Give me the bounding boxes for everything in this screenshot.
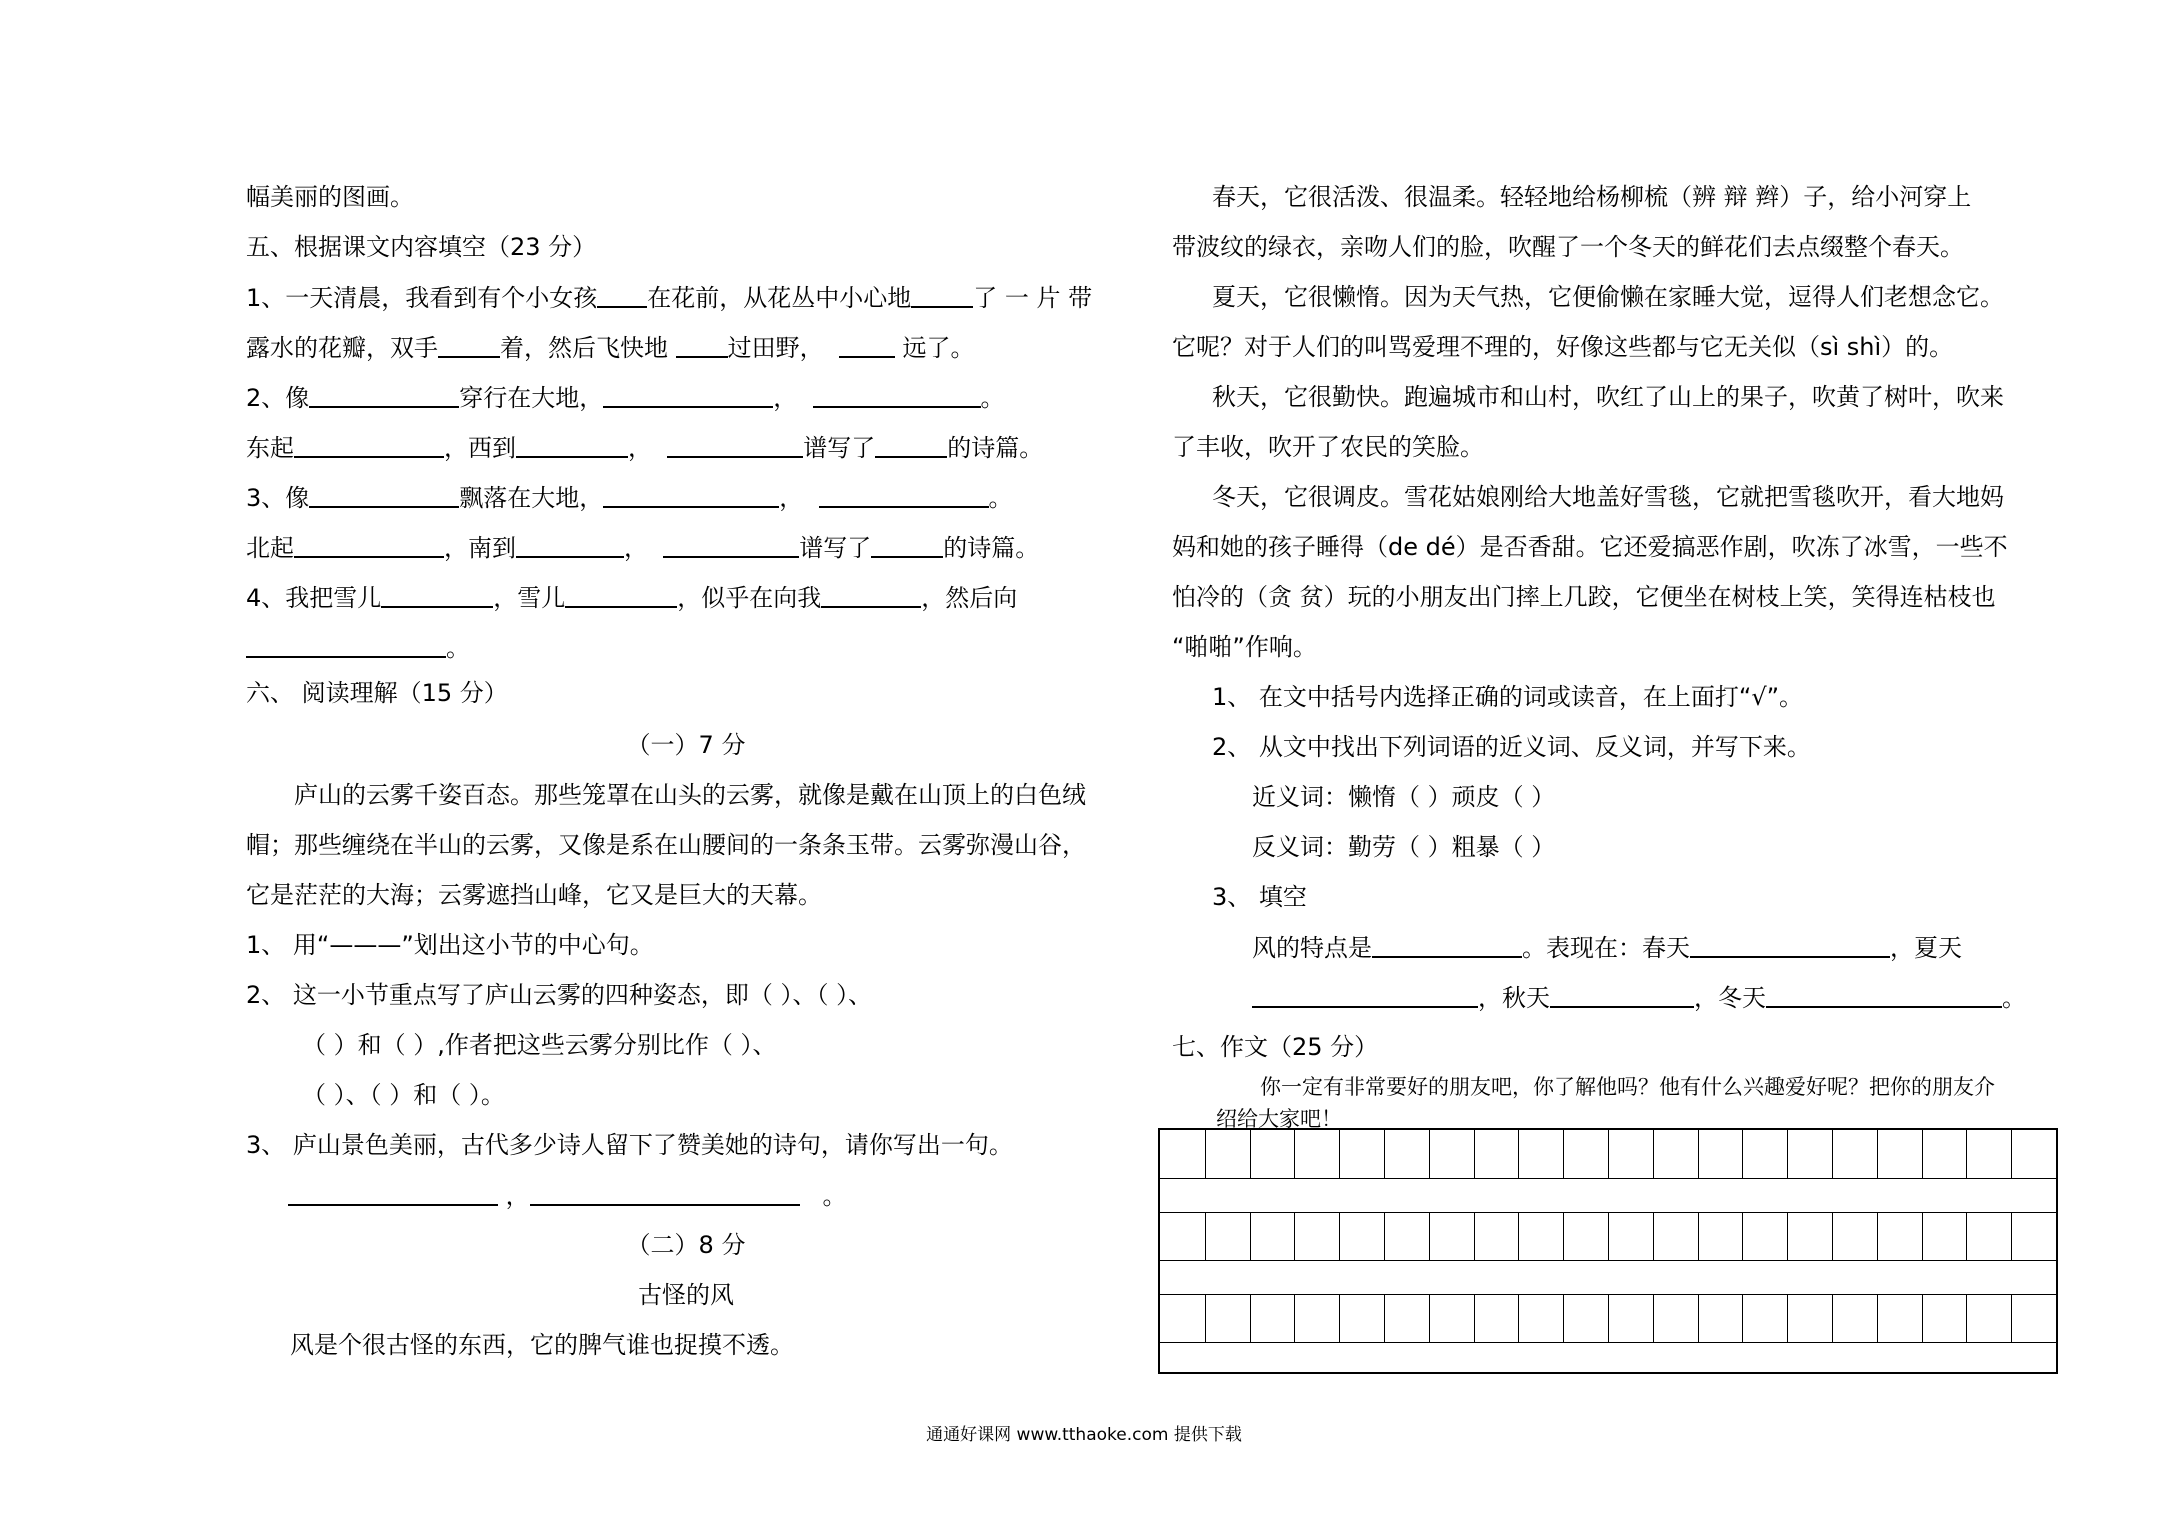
answer-blank[interactable] bbox=[676, 332, 728, 358]
answer-blank[interactable] bbox=[309, 382, 459, 408]
text-line: 幅美丽的图画。 bbox=[246, 183, 414, 211]
grid-cell-divider bbox=[1742, 1212, 1743, 1260]
grid-cell-divider bbox=[1966, 1130, 1967, 1178]
grid-cell-divider bbox=[1294, 1294, 1295, 1342]
answer-blank[interactable] bbox=[530, 1180, 800, 1206]
grid-cell-divider bbox=[1922, 1294, 1923, 1342]
answer-blank[interactable] bbox=[663, 532, 799, 558]
passage-2-line: 夏天，它很懒惰。因为天气热，它便偷懒在家睡大觉，逗得人们老想念它。 bbox=[1212, 283, 2004, 311]
grid-cell-divider bbox=[1339, 1130, 1340, 1178]
grid-cell-divider bbox=[1966, 1212, 1967, 1260]
question-4-line-2: 。 bbox=[246, 632, 470, 663]
essay-prompt: 你一定有非常要好的朋友吧，你了解他吗？他有什么兴趣爱好呢？把你的朋友介 bbox=[1260, 1075, 1995, 1099]
grid-cell-divider bbox=[1922, 1130, 1923, 1178]
grid-cell-divider bbox=[1742, 1294, 1743, 1342]
grid-cell-divider bbox=[1429, 1130, 1430, 1178]
grid-cell-divider bbox=[1877, 1212, 1878, 1260]
answer-blank[interactable] bbox=[1372, 932, 1522, 958]
grid-cell-divider bbox=[1429, 1294, 1430, 1342]
answer-blank[interactable] bbox=[309, 482, 459, 508]
passage-2-name: 古怪的风 bbox=[638, 1281, 734, 1309]
grid-cell-divider bbox=[1787, 1130, 1788, 1178]
synonym-line: 近义词：懒惰（ ）顽皮（ ） bbox=[1252, 783, 1556, 811]
grid-cell-divider bbox=[1429, 1212, 1430, 1260]
question-2-line-2: 东起 ，西到 ， 谱写了 的诗篇。 bbox=[246, 434, 1044, 462]
answer-blank[interactable] bbox=[603, 482, 779, 508]
grid-cell-divider bbox=[1832, 1130, 1833, 1178]
grid-cell-divider bbox=[1787, 1212, 1788, 1260]
grid-cell-divider bbox=[1250, 1294, 1251, 1342]
grid-cell-divider bbox=[1608, 1294, 1609, 1342]
answer-blank[interactable] bbox=[839, 332, 895, 358]
grid-cell-divider bbox=[1563, 1212, 1564, 1260]
reading-question-3: 3、 庐山景色美丽，古代多少诗人留下了赞美她的诗句，请你写出一句。 bbox=[246, 1131, 1013, 1159]
grid-gap-row bbox=[1160, 1260, 2056, 1295]
reading-question-3-blanks: ， 。 bbox=[288, 1180, 847, 1211]
answer-blank[interactable] bbox=[565, 582, 677, 608]
grid-cell-divider bbox=[1787, 1294, 1788, 1342]
passage-2-title: （二）8 分 bbox=[626, 1231, 746, 1259]
grid-cell-divider bbox=[1653, 1212, 1654, 1260]
grid-cell-divider bbox=[1832, 1294, 1833, 1342]
grid-cell-divider bbox=[2011, 1212, 2012, 1260]
answer-blank[interactable] bbox=[1766, 982, 2002, 1008]
passage-1-line: 庐山的云雾千姿百态。那些笼罩在山头的云雾，就像是戴在山顶上的白色绒 bbox=[294, 781, 1086, 809]
grid-cell-divider bbox=[1698, 1294, 1699, 1342]
passage-2-line: 它呢？对于人们的叫骂爱理不理的，好像这些都与它无关似（sì shì）的。 bbox=[1172, 333, 1954, 361]
question-4-line-1: 4、我把雪儿 ，雪儿 ，似乎在向我 ，然后向 bbox=[246, 584, 1018, 612]
question-2-line-1: 2、像 穿行在大地， ， 。 bbox=[246, 384, 1005, 412]
grid-cell-divider bbox=[1877, 1294, 1878, 1342]
answer-blank[interactable] bbox=[288, 1180, 498, 1206]
passage-1-title: （一）7 分 bbox=[626, 731, 746, 759]
grid-cell-divider bbox=[1742, 1130, 1743, 1178]
grid-cell-divider bbox=[1384, 1212, 1385, 1260]
essay-grid[interactable] bbox=[1158, 1128, 2058, 1374]
reading-question-2-cont: （ ）和（ ）,作者把这些云雾分别比作（ ）、 bbox=[302, 1031, 777, 1059]
passage-2-line: 了丰收，吹开了农民的笑脸。 bbox=[1172, 433, 1484, 461]
grid-cell-divider bbox=[1518, 1212, 1519, 1260]
answer-blank[interactable] bbox=[1550, 982, 1694, 1008]
grid-cell-divider bbox=[1563, 1294, 1564, 1342]
passage-2-line: 风是个很古怪的东西，它的脾气谁也捉摸不透。 bbox=[290, 1331, 794, 1359]
passage-2-line: 带波纹的绿衣，亲吻人们的脸，吹醒了一个冬天的鲜花们去点缀整个春天。 bbox=[1172, 233, 1964, 261]
fill-line-1: 风的特点是 。表现在：春天 ，夏天 bbox=[1252, 934, 1962, 962]
passage-1-line: 它是茫茫的大海；云雾遮挡山峰，它又是巨大的天幕。 bbox=[246, 881, 822, 909]
question-1-line-2: 露水的花瓣，双手 着，然后飞快地 过田野， 远了。 bbox=[246, 334, 975, 362]
answer-blank[interactable] bbox=[875, 432, 947, 458]
answer-blank[interactable] bbox=[438, 332, 500, 358]
grid-cell-divider bbox=[1832, 1212, 1833, 1260]
grid-cell-divider bbox=[1384, 1294, 1385, 1342]
grid-cell-divider bbox=[2011, 1294, 2012, 1342]
grid-cell-divider bbox=[1966, 1294, 1967, 1342]
passage-2-line: “啪啪”作响。 bbox=[1172, 633, 1317, 661]
grid-cell-divider bbox=[1877, 1130, 1878, 1178]
answer-blank[interactable] bbox=[667, 432, 803, 458]
passage-2-line: 秋天，它很勤快。跑遍城市和山村，吹红了山上的果子，吹黄了树叶，吹来 bbox=[1212, 383, 2004, 411]
answer-blank[interactable] bbox=[911, 282, 973, 308]
answer-blank[interactable] bbox=[1690, 932, 1890, 958]
passage-2-line: 冬天，它很调皮。雪花姑娘刚给大地盖好雪毯，它就把雪毯吹开，看大地妈 bbox=[1212, 483, 2004, 511]
grid-cell-divider bbox=[1698, 1130, 1699, 1178]
grid-cell-divider bbox=[1205, 1212, 1206, 1260]
passage-1-line: 帽；那些缠绕在半山的云雾，又像是系在山腰间的一条条玉带。云雾弥漫山谷， bbox=[246, 831, 1086, 859]
grid-cell-divider bbox=[1698, 1212, 1699, 1260]
grid-cell-divider bbox=[1339, 1294, 1340, 1342]
passage-2-line: 春天，它很活泼、很温柔。轻轻地给杨柳梳（辨 辩 辫）子，给小河穿上 bbox=[1212, 183, 1972, 211]
question-3-line-2: 北起 ，南到 ， 谱写了 的诗篇。 bbox=[246, 534, 1040, 562]
question-1-line-1: 1、一天清晨，我看到有个小女孩 在花前，从花丛中小心地 了 一 片 带 bbox=[246, 284, 1093, 312]
grid-cell-divider bbox=[1563, 1130, 1564, 1178]
answer-blank[interactable] bbox=[516, 432, 628, 458]
grid-cell-divider bbox=[1608, 1212, 1609, 1260]
grid-cell-divider bbox=[1250, 1212, 1251, 1260]
grid-gap-row bbox=[1160, 1178, 2056, 1213]
answer-blank[interactable] bbox=[294, 532, 444, 558]
answer-blank[interactable] bbox=[819, 482, 989, 508]
grid-cell-divider bbox=[1250, 1130, 1251, 1178]
answer-blank[interactable] bbox=[246, 632, 446, 658]
essay-prompt: 绍给大家吧！ bbox=[1216, 1107, 1342, 1131]
grid-cell-divider bbox=[2011, 1130, 2012, 1178]
question-3-line-1: 3、像 飘落在大地， ， 。 bbox=[246, 484, 1013, 512]
antonym-line: 反义词：勤劳（ ）粗暴（ ） bbox=[1252, 833, 1556, 861]
grid-cell-divider bbox=[1474, 1130, 1475, 1178]
reading-question-2: 2、 这一小节重点写了庐山云雾的四种姿态，即（ ）、（ ）、 bbox=[246, 981, 873, 1009]
grid-cell-divider bbox=[1653, 1294, 1654, 1342]
answer-blank[interactable] bbox=[871, 532, 943, 558]
reading-question-1: 1、 用“———”划出这小节的中心句。 bbox=[246, 931, 654, 959]
answer-blank[interactable] bbox=[813, 382, 981, 408]
section-6-title: 六、 阅读理解（15 分） bbox=[246, 679, 508, 707]
reading-question-1: 1、 在文中括号内选择正确的词或读音，在上面打“√”。 bbox=[1212, 683, 1804, 711]
grid-cell-divider bbox=[1474, 1212, 1475, 1260]
answer-blank[interactable] bbox=[381, 582, 493, 608]
answer-blank[interactable] bbox=[294, 432, 444, 458]
passage-2-line: 妈和她的孩子睡得（de dé）是否香甜。它还爱搞恶作剧，吹冻了冰雪，一些不 bbox=[1172, 533, 2008, 561]
grid-cell-divider bbox=[1294, 1130, 1295, 1178]
grid-cell-divider bbox=[1608, 1130, 1609, 1178]
grid-cell-divider bbox=[1205, 1130, 1206, 1178]
section-5-title: 五、根据课文内容填空（23 分） bbox=[246, 233, 597, 261]
passage-2-line: 怕冷的（贪 贫）玩的小朋友出门摔上几跤，它便坐在树枝上笑，笑得连枯枝也 bbox=[1172, 583, 1996, 611]
reading-question-3: 3、 填空 bbox=[1212, 883, 1307, 911]
answer-blank[interactable] bbox=[1252, 982, 1478, 1008]
grid-cell-divider bbox=[1294, 1212, 1295, 1260]
grid-cell-divider bbox=[1653, 1130, 1654, 1178]
grid-cell-divider bbox=[1384, 1130, 1385, 1178]
grid-cell-divider bbox=[1474, 1294, 1475, 1342]
answer-blank[interactable] bbox=[821, 582, 921, 608]
footer-credit: 通通好课网 www.tthaoke.com 提供下载 bbox=[926, 1425, 1242, 1445]
grid-cell-divider bbox=[1205, 1294, 1206, 1342]
answer-blank[interactable] bbox=[597, 282, 647, 308]
grid-cell-divider bbox=[1339, 1212, 1340, 1260]
section-7-title: 七、作文（25 分） bbox=[1172, 1033, 1379, 1061]
fill-line-2: ，秋天 ，冬天 。 bbox=[1252, 982, 2026, 1013]
reading-question-2: 2、 从文中找出下列词语的近义词、反义词，并写下来。 bbox=[1212, 733, 1811, 761]
grid-cell-divider bbox=[1518, 1294, 1519, 1342]
grid-cell-divider bbox=[1922, 1212, 1923, 1260]
grid-cell-divider bbox=[1518, 1130, 1519, 1178]
answer-blank[interactable] bbox=[516, 532, 624, 558]
answer-blank[interactable] bbox=[603, 382, 773, 408]
reading-question-2-cont: （ ）、（ ）和（ ）。 bbox=[302, 1081, 505, 1109]
